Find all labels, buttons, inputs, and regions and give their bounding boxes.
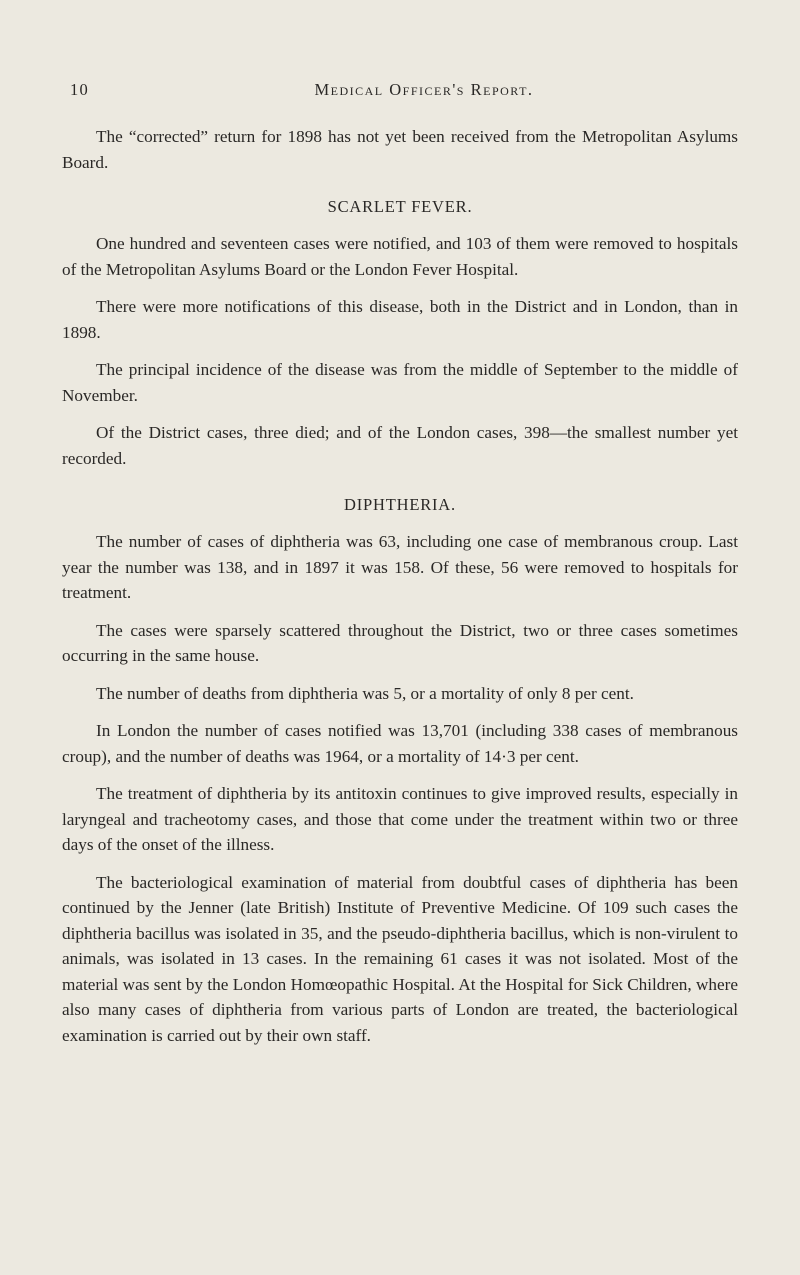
paragraph: Of the District cases, three died; and of the London cases, 398—the smallest number yet recorded. bbox=[62, 423, 738, 468]
paragraph: The treatment of diphtheria by its antitoxin continues to give improved results, especially in laryngeal and tracheotomy cases, and those that come under the treatment within two or three days of the onset of the illness. bbox=[62, 784, 738, 854]
paragraph: The bacteriological examination of material from doubtful cases of diphtheria has been continued by the Jenner (late British) Institute of Preventive Medicine. Of 109 such cases the diphtheria bacillus was isolated in 35, and the pseudo-diphtheria bacillus, which is non-virulent to animals, was isolated in 13 cases. In the remaining 61 cases it was not isolated. Most of the material was sent by the London Homœopathic Hospital. At the Hospital for Sick Children, where also many cases of diphtheria from various parts of London are treated, the bacteriological examination is carried out by their own staff. bbox=[62, 872, 738, 1045]
intro-paragraph: The “corrected” return for 1898 has not yet been received from the Metropolitan Asylums Board. bbox=[62, 127, 738, 172]
body-text bbox=[62, 124, 738, 1060]
paragraph: The cases were sparsely scattered throughout the District, two or three cases sometimes occurring in the same house. bbox=[62, 620, 738, 665]
paragraph: The principal incidence of the disease was from the middle of September to the middle of November. bbox=[62, 360, 738, 405]
paragraph: One hundred and seventeen cases were notified, and 103 of them were removed to hospitals of the Metropolitan Asylums Board or the London Fever Hospital. bbox=[62, 234, 738, 279]
page-number: 10 bbox=[70, 80, 89, 99]
paragraph: The number of cases of diphtheria was 63, including one case of membranous croup. Last year the number was 138, and in 1897 it was 158. Of these, 56 were removed to hospitals for treatment. bbox=[62, 532, 738, 602]
running-title: Medical Officer's Report. bbox=[314, 80, 534, 99]
paragraph: There were more notifications of this disease, both in the District and in London, than in 1898. bbox=[62, 297, 738, 342]
paragraph: The number of deaths from diphtheria was 5, or a mortality of only 8 per cent. bbox=[96, 683, 634, 703]
running-head bbox=[70, 80, 738, 102]
section-heading-diphtheria: DIPHTHERIA. bbox=[344, 495, 456, 514]
paragraph: In London the number of cases notified was 13,701 (including 338 cases of membranous croup), and the number of deaths was 1964, or a mortality of 14·3 per cent. bbox=[62, 721, 738, 766]
section-heading-scarlet-fever: SCARLET FEVER. bbox=[327, 197, 473, 216]
